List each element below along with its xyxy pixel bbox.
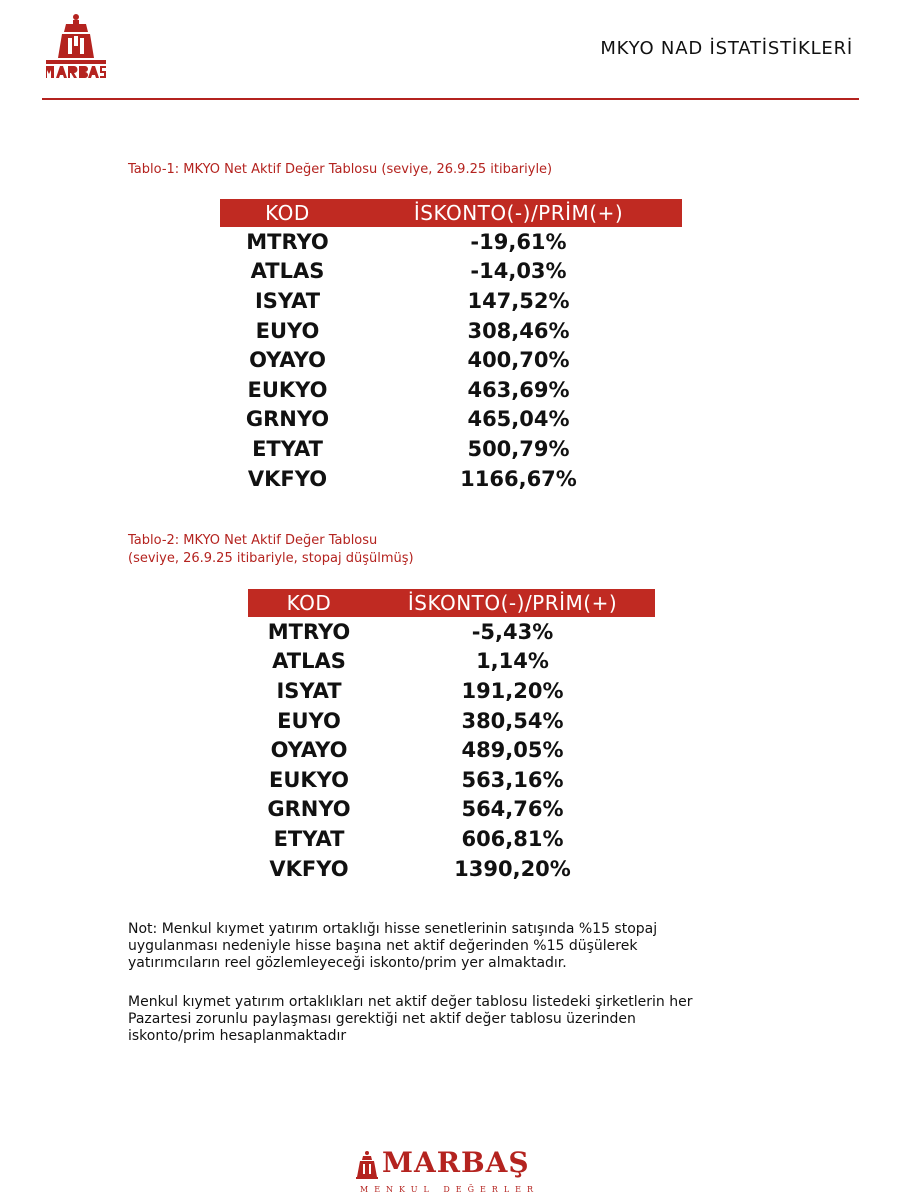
column-header-iskonto: İSKONTO(-)/PRİM(+) <box>407 591 618 615</box>
note-paragraph-2 <box>128 994 768 1045</box>
table-row <box>248 647 655 677</box>
note-line: Menkul kıymet yatırım ortaklıkları net aktif değer tablosu listedeki şirketlerin her <box>128 994 693 1010</box>
table-row <box>248 706 655 736</box>
kod-cell: ATLAS <box>250 259 325 284</box>
table2-caption-line2: (seviye, 26.9.25 itibariyle, stopaj düşülmüş) <box>128 551 414 566</box>
note-line: uygulanması nedeniyle hisse başına net aktif değerinden %15 düşülerek <box>128 938 638 954</box>
table-row <box>220 405 682 435</box>
marbas-logo-icon <box>42 12 110 82</box>
kod-cell: EUKYO <box>269 767 349 792</box>
footer-brand: MARBAŞ <box>382 1146 530 1179</box>
table-row <box>220 286 682 316</box>
value-cell: 463,69% <box>467 377 570 402</box>
kod-cell: ETYAT <box>252 436 323 461</box>
kod-cell: EUYO <box>255 318 320 343</box>
value-cell: 564,76% <box>461 797 564 822</box>
table-row <box>248 854 655 884</box>
kod-cell: EUKYO <box>247 377 328 402</box>
value-cell: 308,46% <box>467 318 570 343</box>
table-row <box>248 735 655 765</box>
note-line: iskonto/prim hesaplanmaktadır <box>128 1028 347 1044</box>
table-row <box>220 227 682 257</box>
value-cell: -19,61% <box>470 229 567 254</box>
table1-caption: Tablo-1: MKYO Net Aktif Değer Tablosu (seviye, 26.9.25 itibariyle) <box>128 162 553 177</box>
nav-table-1 <box>220 199 682 493</box>
kod-cell: EUYO <box>277 708 341 733</box>
value-cell: 563,16% <box>461 767 564 792</box>
value-cell: 1390,20% <box>454 856 571 881</box>
kod-cell: GRNYO <box>245 407 330 432</box>
value-cell: 500,79% <box>467 436 570 461</box>
kod-cell: ATLAS <box>272 649 346 674</box>
footer-subtitle: MENKUL DEĞERLER <box>360 1185 540 1194</box>
table2-caption-line1: Tablo-2: MKYO Net Aktif Değer Tablosu <box>128 533 378 548</box>
kod-cell: OYAYO <box>270 738 348 763</box>
table-row <box>248 676 655 706</box>
column-header-iskonto: İSKONTO(-)/PRİM(+) <box>413 201 624 225</box>
kod-cell: MTRYO <box>246 229 329 254</box>
note-line: Not: Menkul kıymet yatırım ortaklığı hisse senetlerinin satışında %15 stopaj <box>128 921 658 937</box>
table-row <box>220 257 682 287</box>
table-row <box>220 316 682 346</box>
kod-cell: ISYAT <box>276 678 342 703</box>
table-row <box>248 795 655 825</box>
table-row <box>220 375 682 405</box>
page-title: MKYO NAD İSTATİSTİKLERİ <box>600 38 853 59</box>
note-line: yatırımcıların reel gözlemleyeceği iskonto/prim yer almaktadır. <box>128 955 567 971</box>
header-divider <box>42 98 859 100</box>
column-header-kod: KOD <box>265 201 310 225</box>
value-cell: -5,43% <box>471 619 554 644</box>
table-row <box>248 824 655 854</box>
table-row <box>220 434 682 464</box>
value-cell: 1,14% <box>476 649 549 674</box>
value-cell: 400,70% <box>467 348 570 373</box>
kod-cell: OYAYO <box>249 348 326 373</box>
value-cell: 465,04% <box>467 407 570 432</box>
kod-cell: GRNYO <box>267 797 351 822</box>
table-row <box>220 464 682 494</box>
value-cell: 606,81% <box>461 826 564 851</box>
table-header <box>248 589 655 617</box>
table-row <box>220 345 682 375</box>
table-row <box>248 765 655 795</box>
value-cell: 489,05% <box>461 738 564 763</box>
table-row <box>248 617 655 647</box>
kod-cell: VKFYO <box>247 466 328 491</box>
table-header <box>220 199 682 227</box>
bell-icon <box>354 1150 380 1180</box>
table2-caption <box>128 532 414 568</box>
value-cell: 147,52% <box>467 288 570 313</box>
nav-table-2 <box>248 589 655 883</box>
kod-cell: ETYAT <box>273 826 345 851</box>
value-cell: -14,03% <box>470 259 567 284</box>
kod-cell: VKFYO <box>269 856 349 881</box>
kod-cell: MTRYO <box>267 619 351 644</box>
value-cell: 380,54% <box>461 708 564 733</box>
value-cell: 191,20% <box>461 678 564 703</box>
kod-cell: ISYAT <box>254 288 321 313</box>
note-paragraph-1 <box>128 921 768 972</box>
note-line: Pazartesi zorunlu paylaşması gerektiği net aktif değer tablosu üzerinden <box>128 1011 636 1027</box>
column-header-kod: KOD <box>286 591 332 615</box>
value-cell: 1166,67% <box>460 466 577 491</box>
